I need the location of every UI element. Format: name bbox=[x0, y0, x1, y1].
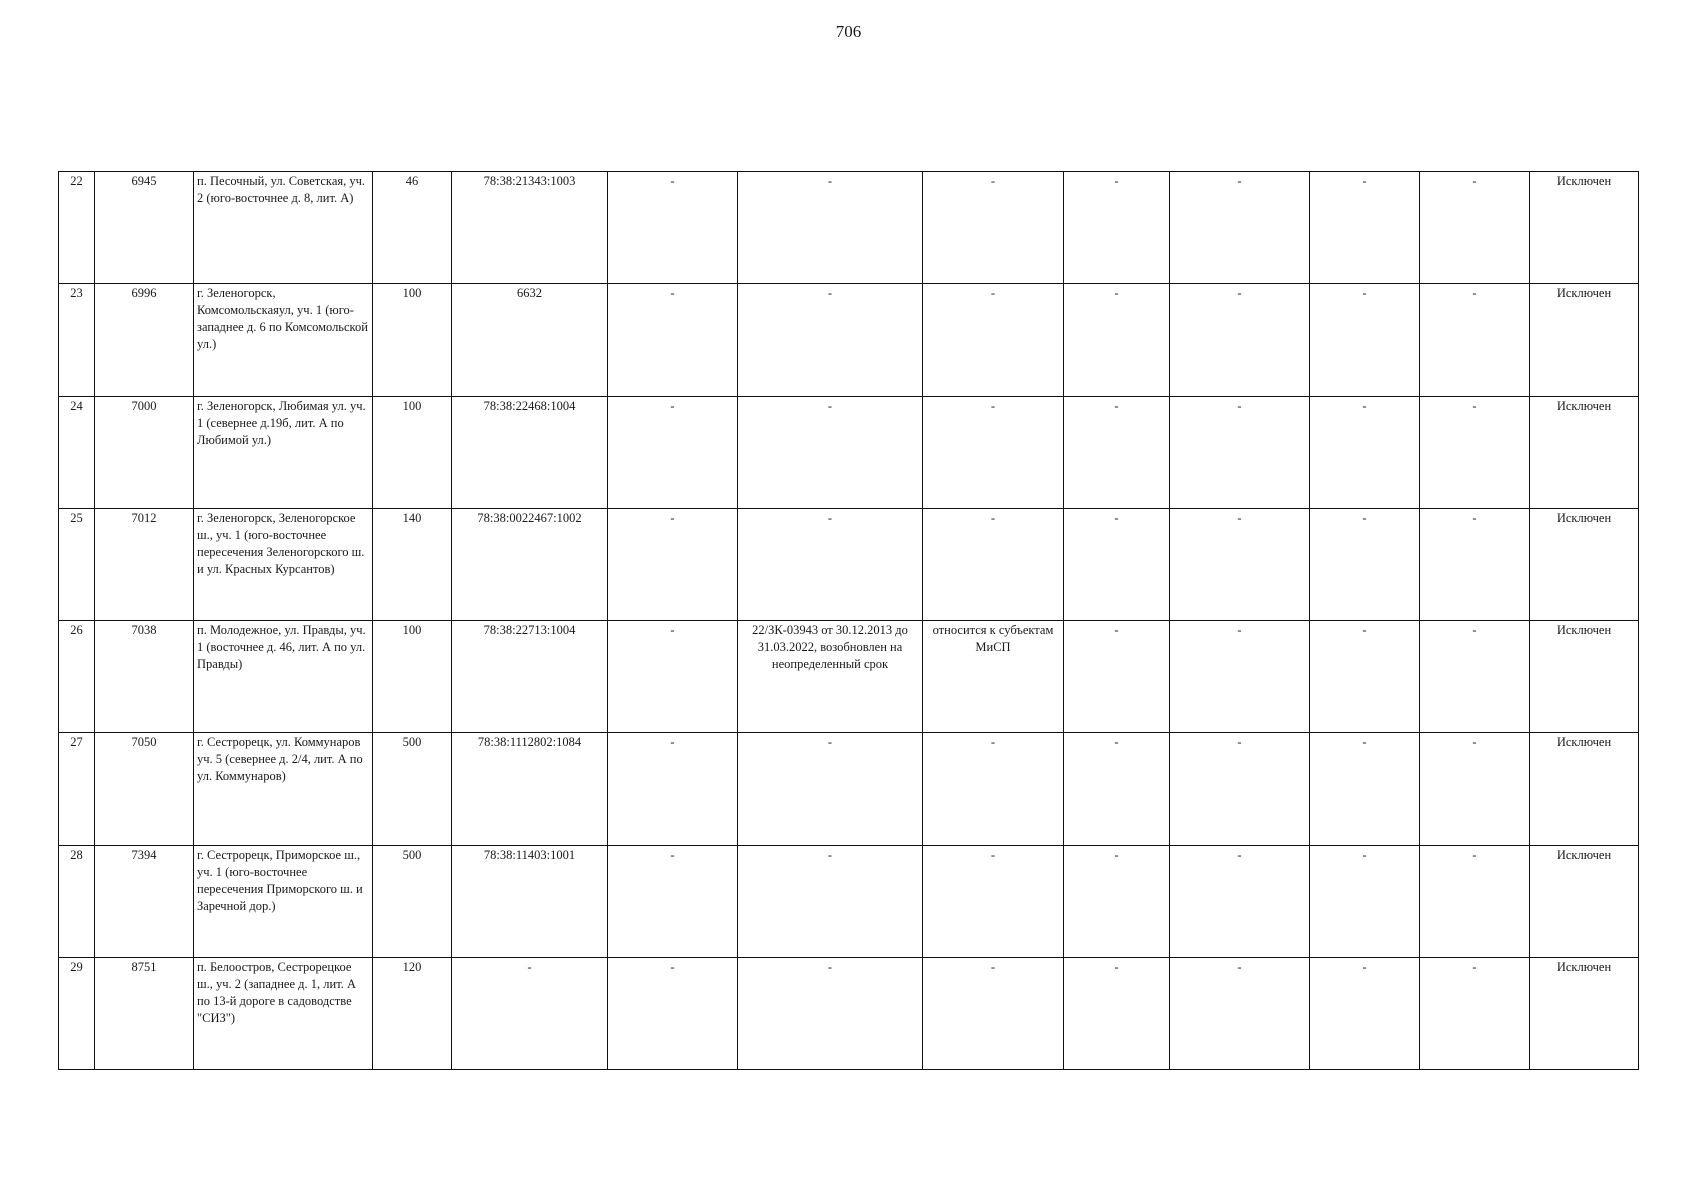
cell-object-id: 7050 bbox=[95, 733, 194, 845]
cell-col-12: - bbox=[1420, 621, 1530, 733]
cell-col-9: - bbox=[1064, 508, 1170, 620]
cell-smsp-status: - bbox=[923, 733, 1064, 845]
cell-object-id: 7038 bbox=[95, 621, 194, 733]
cell-smsp-status: - bbox=[923, 508, 1064, 620]
cell-contract: 22/ЗК-03943 от 30.12.2013 до 31.03.2022, возобновлен на неопределенный срок bbox=[738, 621, 923, 733]
cell-col-12: - bbox=[1420, 284, 1530, 396]
table-row bbox=[59, 396, 1639, 508]
cell-status: Исключен bbox=[1530, 621, 1639, 733]
cell-contract: - bbox=[738, 733, 923, 845]
cell-address: п. Песочный, ул. Советская, уч. 2 (юго-восточнее д. 8, лит. А) bbox=[194, 172, 373, 284]
cell-col-11: - bbox=[1310, 396, 1420, 508]
cell-col-10: - bbox=[1170, 621, 1310, 733]
cell-col-12: - bbox=[1420, 172, 1530, 284]
cell-area: 120 bbox=[373, 957, 452, 1069]
cell-col-12: - bbox=[1420, 957, 1530, 1069]
cell-cadastral-number: - bbox=[452, 957, 608, 1069]
table-row bbox=[59, 508, 1639, 620]
cell-col-9: - bbox=[1064, 845, 1170, 957]
cell-smsp-status: относится к субъектам МиСП bbox=[923, 621, 1064, 733]
cell-col-11: - bbox=[1310, 172, 1420, 284]
cell-smsp-status: - bbox=[923, 396, 1064, 508]
cell-row-number: 29 bbox=[59, 957, 95, 1069]
cell-col-11: - bbox=[1310, 621, 1420, 733]
cell-cadastral-number: 78:38:11403:1001 bbox=[452, 845, 608, 957]
table-row bbox=[59, 957, 1639, 1069]
table-row bbox=[59, 733, 1639, 845]
cell-row-number: 23 bbox=[59, 284, 95, 396]
cell-col-10: - bbox=[1170, 508, 1310, 620]
cell-cadastral-number: 6632 bbox=[452, 284, 608, 396]
cell-col-10: - bbox=[1170, 733, 1310, 845]
cell-col-11: - bbox=[1310, 957, 1420, 1069]
cell-col-9: - bbox=[1064, 733, 1170, 845]
cell-object-id: 7012 bbox=[95, 508, 194, 620]
cell-col-6: - bbox=[608, 284, 738, 396]
cell-row-number: 27 bbox=[59, 733, 95, 845]
cell-col-11: - bbox=[1310, 508, 1420, 620]
cell-col-10: - bbox=[1170, 172, 1310, 284]
cell-cadastral-number: 78:38:22468:1004 bbox=[452, 396, 608, 508]
cell-col-9: - bbox=[1064, 957, 1170, 1069]
cell-status: Исключен bbox=[1530, 284, 1639, 396]
cell-cadastral-number: 78:38:1112802:1084 bbox=[452, 733, 608, 845]
cell-contract: - bbox=[738, 284, 923, 396]
cell-col-6: - bbox=[608, 845, 738, 957]
cell-cadastral-number: 78:38:21343:1003 bbox=[452, 172, 608, 284]
cell-status: Исключен bbox=[1530, 396, 1639, 508]
cell-col-9: - bbox=[1064, 284, 1170, 396]
cell-area: 100 bbox=[373, 284, 452, 396]
cell-row-number: 24 bbox=[59, 396, 95, 508]
cell-row-number: 28 bbox=[59, 845, 95, 957]
cell-col-9: - bbox=[1064, 621, 1170, 733]
cell-col-6: - bbox=[608, 396, 738, 508]
cell-address: г. Сестрорецк, ул. Коммунаров уч. 5 (севернее д. 2/4, лит. А по ул. Коммунаров) bbox=[194, 733, 373, 845]
cell-address: г. Сестрорецк, Приморское ш., уч. 1 (юго-восточнее пересечения Приморского ш. и Заречной дор.) bbox=[194, 845, 373, 957]
cell-col-10: - bbox=[1170, 396, 1310, 508]
cell-col-6: - bbox=[608, 733, 738, 845]
cell-smsp-status: - bbox=[923, 845, 1064, 957]
cell-col-11: - bbox=[1310, 284, 1420, 396]
cell-col-9: - bbox=[1064, 396, 1170, 508]
cell-col-11: - bbox=[1310, 845, 1420, 957]
cell-area: 500 bbox=[373, 845, 452, 957]
cell-status: Исключен bbox=[1530, 957, 1639, 1069]
cell-col-10: - bbox=[1170, 284, 1310, 396]
cell-address: п. Белоостров, Сестрорецкое ш., уч. 2 (западнее д. 1, лит. А по 13-й дороге в садоводстве "СИЗ") bbox=[194, 957, 373, 1069]
cell-area: 140 bbox=[373, 508, 452, 620]
cell-col-6: - bbox=[608, 621, 738, 733]
cell-contract: - bbox=[738, 845, 923, 957]
cell-col-12: - bbox=[1420, 396, 1530, 508]
table-row bbox=[59, 172, 1639, 284]
cell-object-id: 7394 bbox=[95, 845, 194, 957]
cell-cadastral-number: 78:38:0022467:1002 bbox=[452, 508, 608, 620]
cell-smsp-status: - bbox=[923, 284, 1064, 396]
cell-address: г. Зеленогорск, Зеленогорское ш., уч. 1 (юго-восточнее пересечения Зеленогорского ш. и ул. Красных Курсантов) bbox=[194, 508, 373, 620]
cell-col-11: - bbox=[1310, 733, 1420, 845]
cell-col-6: - bbox=[608, 957, 738, 1069]
cell-area: 100 bbox=[373, 396, 452, 508]
cell-cadastral-number: 78:38:22713:1004 bbox=[452, 621, 608, 733]
cell-status: Исключен bbox=[1530, 172, 1639, 284]
cell-smsp-status: - bbox=[923, 172, 1064, 284]
table-row bbox=[59, 621, 1639, 733]
cell-status: Исключен bbox=[1530, 733, 1639, 845]
registry-table bbox=[58, 171, 1639, 1070]
cell-address: г. Зеленогорск, Любимая ул. уч. 1 (севернее д.19б, лит. А по Любимой ул.) bbox=[194, 396, 373, 508]
cell-col-6: - bbox=[608, 172, 738, 284]
cell-area: 500 bbox=[373, 733, 452, 845]
table-row bbox=[59, 845, 1639, 957]
cell-col-10: - bbox=[1170, 957, 1310, 1069]
cell-col-12: - bbox=[1420, 508, 1530, 620]
cell-col-12: - bbox=[1420, 733, 1530, 845]
cell-address: п. Молодежное, ул. Правды, уч. 1 (восточнее д. 46, лит. А по ул. Правды) bbox=[194, 621, 373, 733]
cell-contract: - bbox=[738, 172, 923, 284]
cell-col-10: - bbox=[1170, 845, 1310, 957]
table-body bbox=[59, 172, 1639, 1070]
cell-row-number: 25 bbox=[59, 508, 95, 620]
cell-smsp-status: - bbox=[923, 957, 1064, 1069]
cell-object-id: 8751 bbox=[95, 957, 194, 1069]
cell-object-id: 6945 bbox=[95, 172, 194, 284]
cell-object-id: 7000 bbox=[95, 396, 194, 508]
cell-row-number: 22 bbox=[59, 172, 95, 284]
cell-contract: - bbox=[738, 508, 923, 620]
cell-address: г. Зеленогорск, Комсомольскаяул, уч. 1 (юго-западнее д. 6 по Комсомольской ул.) bbox=[194, 284, 373, 396]
cell-col-6: - bbox=[608, 508, 738, 620]
cell-row-number: 26 bbox=[59, 621, 95, 733]
cell-contract: - bbox=[738, 396, 923, 508]
cell-area: 46 bbox=[373, 172, 452, 284]
cell-object-id: 6996 bbox=[95, 284, 194, 396]
cell-col-12: - bbox=[1420, 845, 1530, 957]
cell-area: 100 bbox=[373, 621, 452, 733]
page-number: 706 bbox=[835, 22, 862, 41]
cell-col-9: - bbox=[1064, 172, 1170, 284]
cell-contract: - bbox=[738, 957, 923, 1069]
table-row bbox=[59, 284, 1639, 396]
cell-status: Исключен bbox=[1530, 845, 1639, 957]
cell-status: Исключен bbox=[1530, 508, 1639, 620]
